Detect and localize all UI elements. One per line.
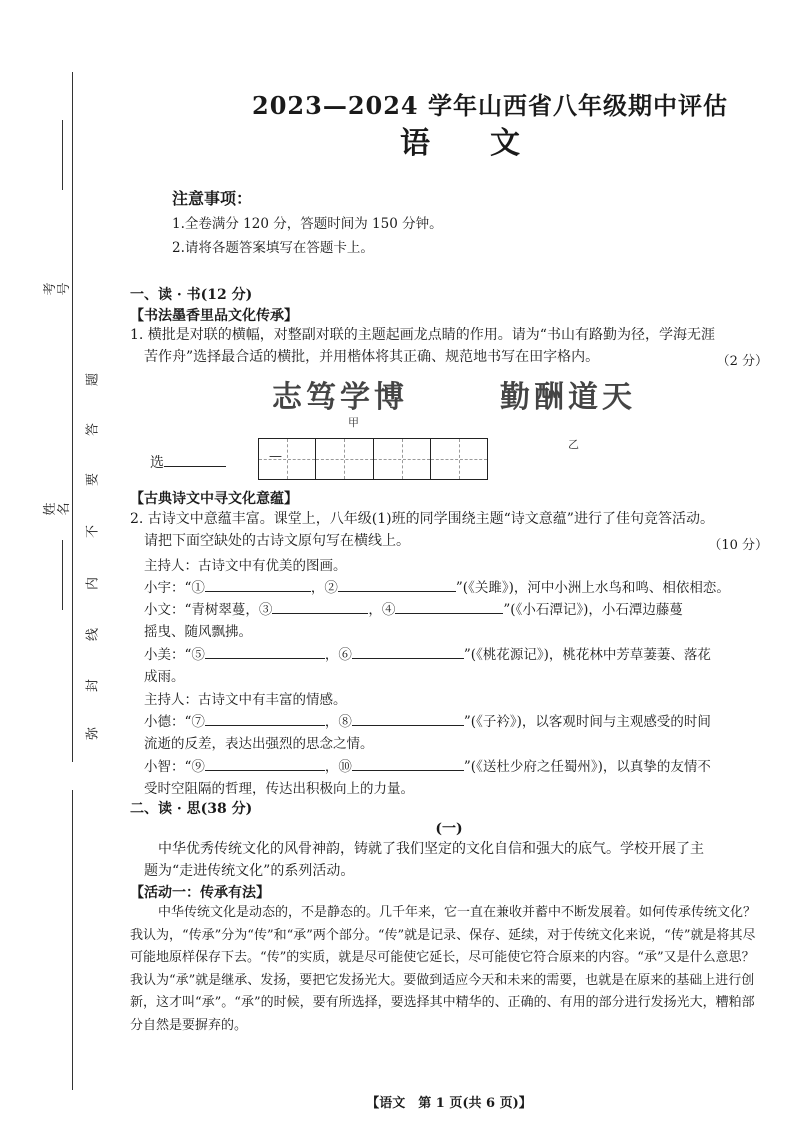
xd-a: 小德：“⑦ xyxy=(144,714,205,730)
binding-line-bottom xyxy=(72,790,73,1090)
select-text: 选 xyxy=(150,455,164,471)
q1-line2: 苦作舟”选择最合适的横批，并用楷体将其正确、规范地书写在田字格内。 xyxy=(144,349,600,365)
xm-c: ”(《桃花源记》)，桃花林中芳草萋萋、落花 xyxy=(463,647,711,663)
xy-c: ”(《关雎》)，河中小洲上水鸟和鸣、相依相恋。 xyxy=(455,580,730,596)
section2-intro-line2: 题为“走进传统文化”的系列活动。 xyxy=(144,863,355,879)
exam-title: 2023—2024 学年山西省八年级期中评估 xyxy=(252,91,728,120)
exam-no-blank xyxy=(62,120,63,190)
notice-item: 1.全卷满分 120 分，答题时间为 150 分钟。 xyxy=(172,216,443,232)
part2-heading: 【古典诗文中寻文化意蕴】 xyxy=(130,491,298,507)
section1-heading: 一、读 · 书(12 分) xyxy=(130,287,253,303)
xz-b: ，⑩ xyxy=(324,759,352,775)
calligraphy-b-label: 乙 xyxy=(568,438,579,451)
answer-line-xiaozhi xyxy=(144,755,784,775)
xw-a: 小文：“青树翠蔓，③ xyxy=(144,602,273,618)
section2-intro-line1: 中华优秀传统文化的风骨神韵，铸就了我们坚定的文化自信和强大的底气。学校开展了主 xyxy=(158,841,704,857)
xw-c: ”(《小石潭记》)，小石潭边藤蔓 xyxy=(503,602,683,618)
notice-heading: 注意事项： xyxy=(172,189,253,208)
xd-c: ”(《子衿》)，以客观时间与主观感受的时间 xyxy=(463,714,711,730)
part1-heading: 【书法墨香里品文化传承】 xyxy=(130,308,298,324)
grid-cell[interactable] xyxy=(374,439,431,479)
q1-score: （2 分） xyxy=(716,354,768,369)
answer-line-xiaode xyxy=(144,710,784,730)
exam-no-label: 考号 xyxy=(43,282,72,296)
subject-title: 语文 xyxy=(400,126,580,161)
grid-cell[interactable] xyxy=(316,439,373,479)
grid-cell[interactable] xyxy=(431,439,487,479)
notice-item: 2.请将各题答案填写在答题卡上。 xyxy=(172,240,374,256)
blank-9[interactable] xyxy=(205,756,325,771)
blank-3[interactable] xyxy=(272,599,368,614)
xz-c: ”(《送杜少府之任蜀州》)，以真挚的友情不 xyxy=(463,759,711,775)
answer-line-xiaoyu xyxy=(144,576,784,596)
seal-char: 不 xyxy=(85,525,101,539)
blank-6[interactable] xyxy=(352,644,464,659)
q2-line1: 2. 古诗文中意蕴丰富。课堂上，八年级(1)班的同学围绕主题“诗文意蕴”进行了佳句竞答活动。 xyxy=(130,511,714,527)
section2-heading: 二、读 · 思(38 分) xyxy=(130,801,253,817)
answer-line-xiaomei-2: 成雨。 xyxy=(144,669,185,685)
select-label xyxy=(150,452,226,472)
reading-passage: 中华传统文化是动态的，不是静态的。几千年来，它一直在兼收并蓄中不断发展着。如何传承传统文化？我认为，“传承”分为“传”和“承”两个部分。“传”就是记录、保存、延续，对于传统文化来说，“传”就是将其尽可能地原样保存下去。“传”的实质，就是尽可能使它延长，尽可能使它符合原来的内容。“承”又是什么意思？我认为“承”就是继承、发扬，要把它发扬光大。要做到适应今天和未来的需要，也就是在原来的基础上进行创新，这才叫“承”。“承”的时候，要有所选择，要选择其中精华的、正确的、有用的部分进行发扬光大，糟粕部分自然是要摒弃的。 xyxy=(130,905,757,1033)
xm-a: 小美：“⑤ xyxy=(144,647,205,663)
answer-line-xiaowen-2: 摇曳、随风飘拂。 xyxy=(144,624,252,640)
seal-char: 封 xyxy=(85,679,101,693)
calligraphy-a-label: 甲 xyxy=(348,416,359,429)
seal-char: 答 xyxy=(85,423,101,437)
seal-char: 要 xyxy=(85,473,101,487)
xz-a: 小智：“⑨ xyxy=(144,759,205,775)
blank-2[interactable] xyxy=(338,577,456,592)
seal-char: 弥 xyxy=(85,727,101,741)
q2-line2: 请把下面空缺处的古诗文原句写在横线上。 xyxy=(144,533,410,549)
activity1-heading: 【活动一：传承有法】 xyxy=(130,885,270,901)
seal-char: 题 xyxy=(85,373,101,387)
grid-mark: — xyxy=(269,449,282,464)
xw-b: ，④ xyxy=(368,602,396,618)
xm-b: ，⑥ xyxy=(324,647,352,663)
name-blank xyxy=(62,540,63,610)
page-footer: 【语文 第 1 页(共 6 页)】 xyxy=(366,1096,532,1111)
calligraphy-a: 志笃学博 xyxy=(272,380,408,415)
blank-8[interactable] xyxy=(352,711,464,726)
seal-char: 内 xyxy=(85,577,101,591)
blank-10[interactable] xyxy=(352,756,464,771)
calligraphy-b: 勤酬道天 xyxy=(500,380,636,415)
blank-5[interactable] xyxy=(205,644,325,659)
xy-b: ，② xyxy=(310,580,338,596)
blank-7[interactable] xyxy=(205,711,325,726)
answer-line-xiaowen xyxy=(144,598,784,618)
select-answer-line[interactable] xyxy=(164,452,226,467)
q1-line1: 1. 横批是对联的横幅，对整副对联的主题起画龙点睛的作用。请为“书山有路勤为径，学海无涯 xyxy=(130,327,715,343)
seal-char: 线 xyxy=(85,628,101,642)
part-number: (一) xyxy=(435,821,463,837)
binding-margin xyxy=(0,0,110,1123)
q2-score: （10 分） xyxy=(708,538,768,553)
xy-a: 小宇：“① xyxy=(144,580,205,596)
name-label: 姓名 xyxy=(43,502,72,516)
answer-line-xiaozhi-2: 受时空阻隔的哲理，传达出积极向上的力量。 xyxy=(144,781,414,797)
blank-4[interactable] xyxy=(395,599,503,614)
answer-line-xiaode-2: 流逝的反差，表达出强烈的思念之情。 xyxy=(144,736,374,752)
host-line-1: 主持人：古诗文中有优美的图画。 xyxy=(144,558,347,574)
xd-b: ，⑧ xyxy=(324,714,352,730)
binding-line-top xyxy=(72,72,73,762)
grid-cell[interactable] xyxy=(259,439,316,479)
tianzi-grid[interactable] xyxy=(258,438,488,480)
host-line-2: 主持人：古诗文中有丰富的情感。 xyxy=(144,692,347,708)
answer-line-xiaomei xyxy=(144,643,784,663)
blank-1[interactable] xyxy=(205,577,311,592)
